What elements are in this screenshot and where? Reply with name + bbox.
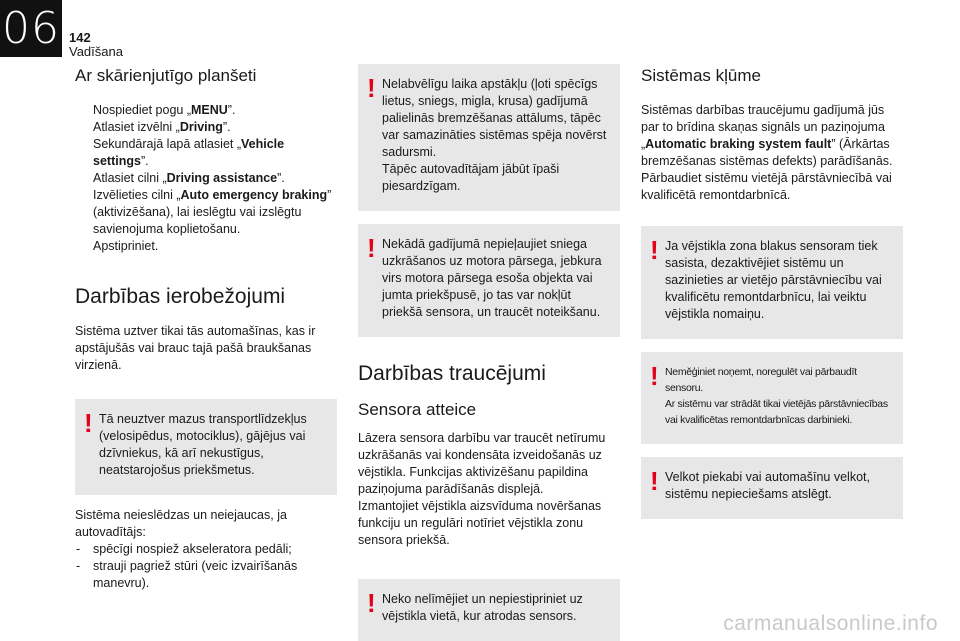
step-item: Nospiediet pogu „MENU”. (93, 103, 236, 117)
warning-exclamation-icon: ! (650, 361, 659, 391)
warning-text: Velkot piekabi vai automašīnu velkot, sistēmu nepieciešams atslēgt. (665, 470, 870, 501)
warning-text: Tāpēc autovadītājam jābūt īpaši piesardzīgam. (382, 162, 560, 193)
chapter-number: 06 (0, 0, 62, 57)
step-item: Atlasiet izvēlni „Driving”. (93, 120, 231, 134)
sensor-text: Izmantojiet vējstikla aizsvīduma novēršanas funkciju un regulāri notīriet vējstikla zonu sensora priekšā. (358, 499, 602, 547)
warning-exclamation-icon: ! (367, 588, 376, 618)
warning-box (358, 579, 620, 641)
heading-sensor: Sensora atteice (358, 400, 477, 419)
heading-system-fault: Sistēmas kļūme (641, 66, 761, 85)
sensor-text: Lāzera sensora darbību var traucēt netīrumu uzkrāšanās vai kondensāta izveidošanās uz vējstikla. Funkcijas aktivizēšanu papildina paziņojuma parādīšanās displejā. (358, 431, 606, 496)
watermark: carmanualsonline.info (723, 612, 938, 635)
warning-box (641, 352, 903, 444)
list-item: - spēcīgi nospiež akseleratora pedāli; (76, 542, 292, 556)
warning-text: Ja vējstikla zona blakus sensoram tiek sasista, dezaktivējiet sistēmu un sazinieties ar vietējo pārstāvniecību vai kvalificētu remontdarbnīcu, lai veiktu vējstikla nomaiņu. (665, 239, 882, 321)
activation-intro: Sistēma neieslēdzas un neiejaucas, ja autovadītājs: (75, 508, 287, 539)
warning-text: Neko nelīmējiet un nepiestipriniet uz vējstikla vietā, kur atrodas sensors. (382, 592, 583, 623)
step-item: Apstipriniet. (93, 239, 159, 253)
warning-text: Tā neuztver mazus transportlīdzekļus (velosipēdus, motociklus), gājējus vai dzīvniekus, kā arī nekustīgus, neatstarojošus priekšmetus. (99, 412, 307, 477)
steps-list (75, 102, 337, 255)
warning-exclamation-icon: ! (650, 235, 659, 265)
column-left (75, 64, 337, 592)
activation-list (75, 541, 337, 592)
warning-text: Nelabvēlīgu laika apstākļu (ļoti spēcīgs lietus, sniegs, migla, krusa) gadījumā palielinās bremzēšanas attālums, tāpēc var samazināties sistēmas spēja novērst sadursmi. (382, 77, 607, 159)
warning-box (641, 457, 903, 519)
warning-text: Ar sistēmu var strādāt tikai vietējās pārstāvniecības vai kvalificētas remontdarbnīcas darbinieki. (665, 398, 888, 426)
step-item: Sekundārajā lapā atlasiet „Vehicle settings”. (93, 137, 285, 168)
warning-exclamation-icon: ! (367, 73, 376, 103)
heading-faults: Darbības traucējumi (358, 362, 546, 385)
step-item: Izvēlieties cilni „Auto emergency braking” (aktivizēšana), lai ieslēgtu vai izslēgtu savienojuma koplietošanu. (93, 188, 332, 236)
page-number: 142 (69, 30, 91, 45)
warning-exclamation-icon: ! (84, 408, 93, 438)
limits-text: Sistēma uztver tikai tās automašīnas, kas ir apstājušās vai brauc tajā pašā braukšanas virzienā. (75, 324, 316, 372)
warning-box (358, 64, 620, 211)
column-middle (358, 64, 620, 641)
list-item: - strauji pagriež stūri (veic izvairīšanās manevru). (76, 559, 298, 590)
warning-text: Nekādā gadījumā nepieļaujiet sniega uzkrāšanos uz motora pārsega, jebkura virs motora pārsega esoša objekta vai jumta priekšpusē, jo tas var nokļūt priekšā sensora, un traucēt noteikšanu. (382, 237, 602, 319)
fault-text: Sistēmas darbības traucējumu gadījumā jūs par to brīdina skaņas signāls un paziņojuma „Automatic braking system fault” (Ārkārtas bremzēšanas sistēmas defekts) parādīšanās. Pārbaudiet sistēmu vietējā pārstāvniecībā vai kvalificētā remontdarbnīcā. (641, 103, 893, 202)
warning-box (358, 224, 620, 337)
warning-exclamation-icon: ! (367, 233, 376, 263)
heading-limits: Darbības ierobežojumi (75, 285, 286, 308)
section-name: Vadīšana (69, 44, 123, 59)
warning-box (75, 399, 337, 495)
column-right (641, 64, 903, 519)
step-item: Atlasiet cilni „Driving assistance”. (93, 171, 285, 185)
warning-exclamation-icon: ! (650, 466, 659, 496)
warning-text: Neměģiniet noņemt, noregulēt vai pārbaudīt sensoru. (665, 366, 857, 394)
warning-box (641, 226, 903, 339)
heading-tablet: Ar skārienjutīgo planšeti (75, 66, 257, 85)
